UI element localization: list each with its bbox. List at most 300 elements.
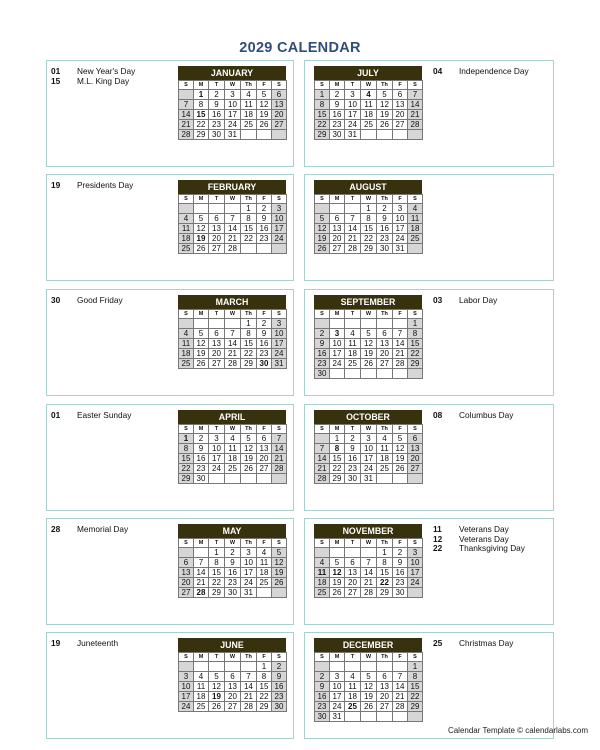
- day-cell: 11: [315, 568, 330, 578]
- day-cell: 14: [408, 100, 423, 110]
- day-cell: 25: [377, 464, 393, 474]
- day-cell: 13: [272, 100, 287, 110]
- week-row: [179, 130, 287, 140]
- holiday-item: [433, 67, 529, 77]
- day-cell: 4: [315, 558, 330, 568]
- month-name: NOVEMBER: [314, 524, 422, 538]
- weekday-label: F: [257, 539, 272, 548]
- day-cell: 8: [361, 214, 377, 224]
- holiday-item: [51, 77, 135, 87]
- day-cell: 21: [179, 120, 194, 130]
- empty-day-cell: [393, 130, 408, 140]
- day-cell: 8: [257, 672, 272, 682]
- day-cell: 17: [361, 454, 377, 464]
- day-cell: 12: [377, 100, 393, 110]
- day-cell: 30: [225, 588, 241, 598]
- day-cell: 1: [241, 204, 257, 214]
- day-cell: 26: [257, 120, 272, 130]
- day-cell: 30: [315, 369, 330, 379]
- day-cell: 11: [377, 444, 393, 454]
- holiday-date: 04: [433, 66, 443, 76]
- empty-day-cell: [225, 319, 241, 329]
- day-cell: 29: [194, 130, 209, 140]
- empty-day-cell: [272, 588, 287, 598]
- day-cell: 2: [194, 434, 209, 444]
- day-cell: 18: [179, 234, 194, 244]
- weekday-label: F: [393, 81, 408, 90]
- week-row: [315, 130, 423, 140]
- day-cell: 2: [257, 204, 272, 214]
- day-cell: 15: [361, 224, 377, 234]
- weekday-label: W: [361, 425, 377, 434]
- day-cell: 31: [361, 474, 377, 484]
- weekday-label: S: [272, 310, 287, 319]
- day-cell: 7: [393, 672, 408, 682]
- week-row: [315, 454, 423, 464]
- day-cell: 24: [272, 234, 287, 244]
- day-cell: 27: [179, 588, 194, 598]
- day-cell: 17: [209, 454, 225, 464]
- day-cell: 11: [408, 214, 423, 224]
- day-cell: 26: [393, 464, 408, 474]
- day-cell: 14: [361, 568, 377, 578]
- empty-day-cell: [241, 662, 257, 672]
- week-row: [315, 672, 423, 682]
- day-cell: 9: [257, 329, 272, 339]
- empty-day-cell: [393, 474, 408, 484]
- weekday-header: [179, 195, 287, 204]
- day-cell: 8: [330, 444, 345, 454]
- day-cell: 10: [393, 214, 408, 224]
- day-cell: 1: [257, 662, 272, 672]
- week-row: [179, 329, 287, 339]
- day-cell: 11: [361, 100, 377, 110]
- week-row: [179, 662, 287, 672]
- weekday-label: S: [272, 81, 287, 90]
- day-cell: 26: [194, 244, 209, 254]
- day-cell: 29: [257, 702, 272, 712]
- day-cell: 8: [315, 100, 330, 110]
- day-cell: 14: [315, 454, 330, 464]
- week-row: [315, 434, 423, 444]
- weekday-label: W: [361, 195, 377, 204]
- day-cell: 2: [225, 548, 241, 558]
- holiday-date: 30: [51, 295, 61, 305]
- day-cell: 18: [345, 349, 361, 359]
- day-cell: 25: [179, 244, 194, 254]
- week-row: [315, 90, 423, 100]
- day-cell: 17: [330, 349, 345, 359]
- day-cell: 18: [257, 568, 272, 578]
- empty-day-cell: [194, 204, 209, 214]
- week-row: [315, 444, 423, 454]
- empty-day-cell: [377, 319, 393, 329]
- empty-day-cell: [179, 90, 194, 100]
- day-cell: 19: [257, 110, 272, 120]
- day-cell: 25: [179, 359, 194, 369]
- day-cell: 8: [377, 558, 393, 568]
- day-cell: 6: [330, 214, 345, 224]
- day-cell: 16: [209, 110, 225, 120]
- holiday-date: 01: [51, 410, 61, 420]
- day-cell: 5: [257, 90, 272, 100]
- day-cell: 26: [315, 244, 330, 254]
- day-cell: 10: [225, 100, 241, 110]
- empty-day-cell: [377, 369, 393, 379]
- weekday-label: M: [194, 653, 209, 662]
- weekday-label: F: [393, 539, 408, 548]
- weekday-label: W: [361, 81, 377, 90]
- holiday-item: [51, 181, 133, 191]
- week-row: [179, 548, 287, 558]
- empty-day-cell: [345, 369, 361, 379]
- day-cell: 23: [225, 578, 241, 588]
- day-grid: [314, 652, 423, 722]
- day-cell: 21: [408, 110, 423, 120]
- week-row: [315, 120, 423, 130]
- day-cell: 20: [377, 349, 393, 359]
- empty-day-cell: [345, 712, 361, 722]
- empty-day-cell: [225, 204, 241, 214]
- day-cell: 5: [272, 548, 287, 558]
- empty-day-cell: [257, 130, 272, 140]
- empty-day-cell: [361, 548, 377, 558]
- holiday-date: 19: [51, 638, 61, 648]
- day-cell: 24: [330, 702, 345, 712]
- holiday-date: 03: [433, 295, 443, 305]
- day-cell: 25: [361, 120, 377, 130]
- day-cell: 17: [408, 568, 423, 578]
- day-cell: 25: [241, 120, 257, 130]
- day-cell: 31: [241, 588, 257, 598]
- day-cell: 23: [330, 120, 345, 130]
- week-row: [179, 319, 287, 329]
- day-cell: 23: [345, 464, 361, 474]
- weekday-label: T: [345, 310, 361, 319]
- day-cell: 12: [361, 339, 377, 349]
- weekday-label: W: [225, 195, 241, 204]
- month-name: FEBRUARY: [178, 180, 286, 194]
- weekday-label: S: [408, 310, 423, 319]
- day-cell: 13: [408, 444, 423, 454]
- week-row: [315, 578, 423, 588]
- day-cell: 26: [272, 578, 287, 588]
- month-name: SEPTEMBER: [314, 295, 422, 309]
- holiday-list: [51, 639, 118, 649]
- empty-day-cell: [257, 588, 272, 598]
- day-cell: 24: [179, 702, 194, 712]
- day-cell: 11: [194, 682, 209, 692]
- empty-day-cell: [194, 319, 209, 329]
- weekday-label: F: [393, 195, 408, 204]
- day-cell: 14: [179, 110, 194, 120]
- day-cell: 12: [361, 682, 377, 692]
- holiday-list: [433, 525, 525, 554]
- day-cell: 30: [330, 130, 345, 140]
- weekday-label: W: [225, 539, 241, 548]
- day-cell: 8: [209, 558, 225, 568]
- week-row: [179, 224, 287, 234]
- day-cell: 4: [377, 434, 393, 444]
- month-name: AUGUST: [314, 180, 422, 194]
- day-cell: 25: [225, 464, 241, 474]
- week-row: [315, 110, 423, 120]
- day-cell: 23: [272, 692, 287, 702]
- empty-day-cell: [194, 548, 209, 558]
- day-cell: 8: [179, 444, 194, 454]
- day-cell: 28: [315, 474, 330, 484]
- day-cell: 12: [209, 682, 225, 692]
- day-cell: 29: [361, 244, 377, 254]
- week-row: [179, 454, 287, 464]
- day-cell: 6: [377, 329, 393, 339]
- week-row: [315, 339, 423, 349]
- holiday-date: 12: [433, 533, 443, 544]
- empty-day-cell: [393, 369, 408, 379]
- holiday-name: Good Friday: [77, 295, 123, 305]
- weekday-header: [315, 425, 423, 434]
- holiday-item: [433, 411, 513, 421]
- weekday-label: W: [361, 539, 377, 548]
- week-row: [179, 558, 287, 568]
- day-cell: 28: [393, 359, 408, 369]
- holiday-name: Thanksgiving Day: [459, 543, 525, 553]
- day-cell: 28: [361, 588, 377, 598]
- empty-day-cell: [315, 662, 330, 672]
- empty-day-cell: [377, 662, 393, 672]
- weekday-label: F: [393, 425, 408, 434]
- weekday-label: T: [209, 81, 225, 90]
- day-cell: 26: [377, 120, 393, 130]
- weekday-label: M: [330, 195, 345, 204]
- day-cell: 8: [241, 329, 257, 339]
- day-cell: 24: [209, 464, 225, 474]
- day-cell: 5: [361, 672, 377, 682]
- day-cell: 7: [225, 329, 241, 339]
- day-cell: 1: [408, 662, 423, 672]
- week-row: [179, 204, 287, 214]
- weekday-label: T: [209, 425, 225, 434]
- day-cell: 17: [241, 568, 257, 578]
- day-cell: 16: [315, 692, 330, 702]
- week-row: [315, 329, 423, 339]
- day-cell: 30: [377, 244, 393, 254]
- day-cell: 19: [315, 234, 330, 244]
- day-cell: 1: [241, 319, 257, 329]
- day-cell: 28: [194, 588, 209, 598]
- day-cell: 14: [225, 339, 241, 349]
- weekday-label: F: [393, 310, 408, 319]
- day-cell: 30: [209, 130, 225, 140]
- day-cell: 3: [361, 434, 377, 444]
- day-cell: 22: [315, 120, 330, 130]
- weekday-label: T: [209, 310, 225, 319]
- empty-day-cell: [408, 244, 423, 254]
- day-cell: 25: [408, 234, 423, 244]
- weekday-label: W: [225, 425, 241, 434]
- weekday-label: S: [408, 539, 423, 548]
- weekday-label: T: [209, 195, 225, 204]
- day-cell: 30: [345, 474, 361, 484]
- day-cell: 9: [377, 214, 393, 224]
- weekday-label: F: [257, 81, 272, 90]
- day-cell: 6: [377, 672, 393, 682]
- weekday-header: [179, 539, 287, 548]
- day-cell: 4: [257, 548, 272, 558]
- day-cell: 15: [408, 682, 423, 692]
- weekday-label: S: [272, 653, 287, 662]
- day-cell: 17: [272, 339, 287, 349]
- day-cell: 3: [209, 434, 225, 444]
- holiday-name: Veterans Day: [459, 524, 509, 534]
- day-cell: 2: [315, 672, 330, 682]
- holiday-date: 25: [433, 638, 443, 648]
- day-cell: 13: [209, 224, 225, 234]
- weekday-label: S: [272, 425, 287, 434]
- day-cell: 29: [241, 359, 257, 369]
- day-cell: 4: [361, 90, 377, 100]
- day-cell: 5: [330, 558, 345, 568]
- day-cell: 19: [361, 692, 377, 702]
- day-cell: 13: [179, 568, 194, 578]
- holiday-name: Memorial Day: [77, 524, 129, 534]
- day-cell: 1: [209, 548, 225, 558]
- week-row: [315, 224, 423, 234]
- day-cell: 24: [408, 578, 423, 588]
- day-cell: 16: [330, 110, 345, 120]
- empty-day-cell: [377, 130, 393, 140]
- weekday-label: M: [330, 539, 345, 548]
- holiday-list: [51, 525, 128, 535]
- day-cell: 12: [315, 224, 330, 234]
- empty-day-cell: [377, 712, 393, 722]
- day-cell: 7: [179, 100, 194, 110]
- day-cell: 15: [315, 110, 330, 120]
- empty-day-cell: [361, 712, 377, 722]
- footer-credit: Calendar Template © calendarlabs.com: [447, 726, 588, 735]
- day-grid: [178, 538, 287, 598]
- day-cell: 3: [345, 90, 361, 100]
- day-grid: [178, 309, 287, 369]
- day-cell: 27: [377, 702, 393, 712]
- holiday-date: 22: [433, 543, 443, 553]
- day-cell: 12: [257, 100, 272, 110]
- holiday-item: [433, 639, 513, 649]
- holiday-date: 28: [51, 524, 61, 534]
- day-cell: 7: [194, 558, 209, 568]
- holiday-date: 01: [51, 66, 61, 76]
- empty-day-cell: [272, 474, 287, 484]
- day-cell: 16: [272, 682, 287, 692]
- holiday-list: [51, 67, 135, 86]
- holiday-list: [433, 639, 513, 649]
- day-cell: 12: [393, 444, 408, 454]
- holiday-item: [51, 525, 128, 535]
- day-cell: 27: [209, 359, 225, 369]
- day-cell: 26: [361, 359, 377, 369]
- holiday-item: [51, 296, 123, 306]
- day-cell: 29: [408, 702, 423, 712]
- day-cell: 28: [408, 120, 423, 130]
- holiday-item: [51, 411, 131, 421]
- month-name: JULY: [314, 66, 422, 80]
- weekday-label: M: [194, 195, 209, 204]
- week-row: [315, 548, 423, 558]
- day-cell: 28: [272, 464, 287, 474]
- day-cell: 21: [393, 692, 408, 702]
- week-row: [179, 214, 287, 224]
- weekday-label: W: [361, 310, 377, 319]
- day-cell: 3: [272, 204, 287, 214]
- day-cell: 24: [225, 120, 241, 130]
- empty-day-cell: [345, 319, 361, 329]
- week-row: [179, 349, 287, 359]
- empty-day-cell: [225, 474, 241, 484]
- day-cell: 19: [241, 454, 257, 464]
- day-cell: 1: [361, 204, 377, 214]
- day-cell: 12: [272, 558, 287, 568]
- day-cell: 3: [179, 672, 194, 682]
- weekday-label: F: [257, 425, 272, 434]
- day-grid: [178, 80, 287, 140]
- day-cell: 23: [377, 234, 393, 244]
- empty-day-cell: [408, 474, 423, 484]
- empty-day-cell: [272, 130, 287, 140]
- day-cell: 19: [272, 568, 287, 578]
- day-cell: 3: [330, 672, 345, 682]
- day-cell: 28: [225, 359, 241, 369]
- day-cell: 29: [330, 474, 345, 484]
- weekday-label: Th: [241, 539, 257, 548]
- day-cell: 12: [330, 568, 345, 578]
- day-cell: 16: [257, 224, 272, 234]
- week-row: [179, 359, 287, 369]
- day-cell: 20: [272, 110, 287, 120]
- day-cell: 17: [393, 224, 408, 234]
- day-cell: 24: [241, 578, 257, 588]
- day-cell: 21: [225, 349, 241, 359]
- empty-day-cell: [315, 548, 330, 558]
- weekday-header: [315, 539, 423, 548]
- holiday-name: New Year's Day: [77, 66, 136, 76]
- day-cell: 12: [194, 339, 209, 349]
- weekday-label: Th: [377, 539, 393, 548]
- day-cell: 21: [194, 578, 209, 588]
- week-row: [315, 558, 423, 568]
- weekday-label: W: [361, 653, 377, 662]
- day-cell: 19: [194, 234, 209, 244]
- day-cell: 22: [194, 120, 209, 130]
- day-cell: 8: [408, 329, 423, 339]
- day-grid: [314, 424, 423, 484]
- day-cell: 4: [194, 672, 209, 682]
- weekday-label: Th: [377, 425, 393, 434]
- day-cell: 15: [179, 454, 194, 464]
- day-cell: 16: [377, 224, 393, 234]
- day-cell: 10: [209, 444, 225, 454]
- day-cell: 22: [377, 578, 393, 588]
- week-row: [315, 244, 423, 254]
- day-cell: 5: [209, 672, 225, 682]
- weekday-label: F: [393, 653, 408, 662]
- empty-day-cell: [257, 474, 272, 484]
- day-cell: 9: [209, 100, 225, 110]
- day-cell: 2: [257, 319, 272, 329]
- day-cell: 30: [194, 474, 209, 484]
- day-cell: 29: [377, 588, 393, 598]
- day-cell: 7: [315, 444, 330, 454]
- day-cell: 20: [257, 454, 272, 464]
